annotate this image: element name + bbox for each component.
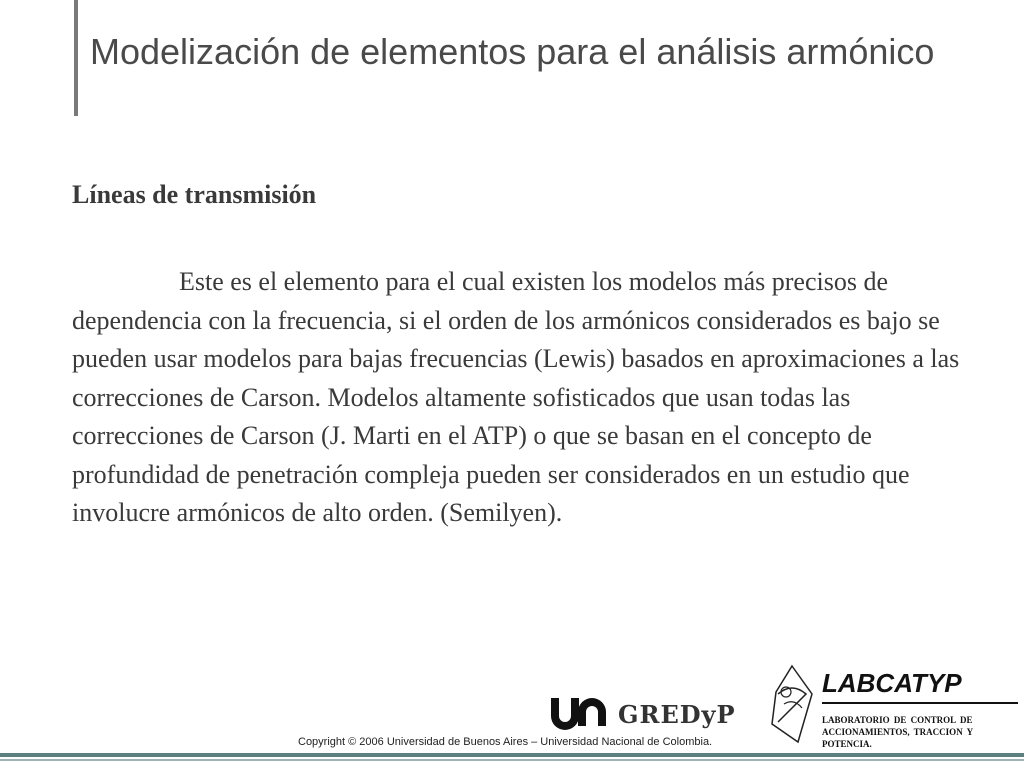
body-paragraph: Este es el elemento para el cual existen los modelos más precisos de dependencia con la frecuencia, si el orden de los armónicos considerados es bajo se pueden usar modelos para bajas frecuencias (Lewis) basados en aproximaciones a las correcciones de Carson. Modelos altamente sofisticados que usan todas las correcciones de Carson (J. Marti en el ATP) o que se basan en el concepto de profundidad de penetración compleja pueden ser considerados en un estudio que involucre armónicos de alto orden. (Semilyen). [72, 267, 960, 527]
copyright-notice: Copyright © 2006 Universidad de Buenos Aires – Universidad Nacional de Colombia. [298, 736, 713, 748]
title-accent-bar [74, 0, 78, 116]
slide-title: Modelización de elementos para el análisis armónico [90, 31, 935, 72]
labcatyp-divider [822, 702, 1018, 704]
labcatyp-emblem-icon [768, 664, 816, 744]
gredyp-logo-text: GREDyP [618, 700, 736, 729]
footer-stripe [0, 753, 1024, 757]
section-subtitle: Líneas de transmisión [72, 180, 317, 209]
labcatyp-logo-text: LABCATYP [822, 668, 962, 698]
un-logo [548, 694, 606, 730]
footer-stripe-secondary [0, 759, 1024, 761]
labcatyp-description: LABORATORIO DE CONTROL DE ACCIONAMIENTOS, TRACCION Y POTENCIA. [822, 715, 973, 749]
